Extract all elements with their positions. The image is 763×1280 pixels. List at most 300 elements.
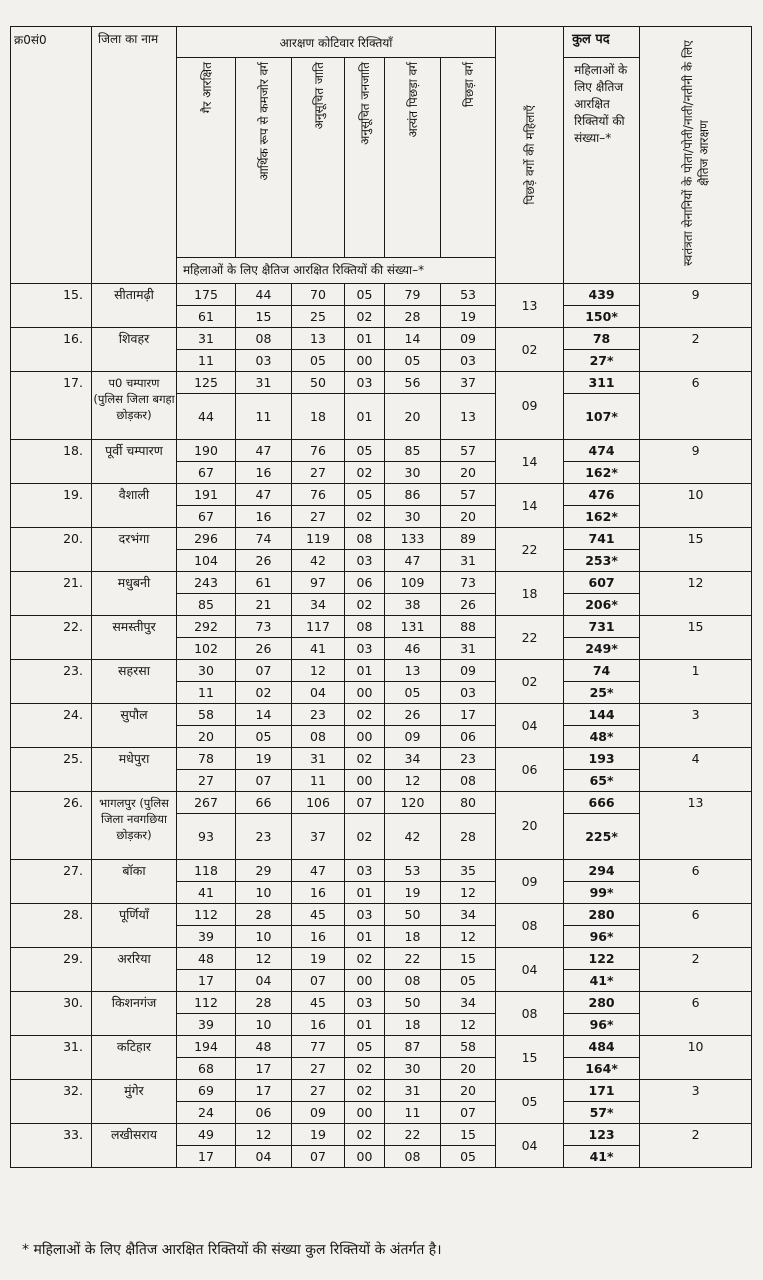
backward-women-cell: 04 bbox=[496, 948, 564, 992]
backward-women-cell: 14 bbox=[496, 484, 564, 528]
total-cell: 484 bbox=[564, 1036, 640, 1058]
cell-st: 03 bbox=[345, 992, 385, 1014]
backward-women-cell: 09 bbox=[496, 860, 564, 904]
cell-ews: 12 bbox=[236, 948, 292, 970]
cell-general: 292 bbox=[177, 616, 236, 638]
backward-women-cell: 09 bbox=[496, 372, 564, 440]
cell-general: 69 bbox=[177, 1080, 236, 1102]
cell-women-ebc: 18 bbox=[385, 926, 441, 948]
cell-women-general: 24 bbox=[177, 1102, 236, 1124]
cell-women-ebc: 30 bbox=[385, 506, 441, 528]
cell-women-sc: 18 bbox=[292, 394, 345, 440]
cell-bc: 15 bbox=[441, 1124, 496, 1146]
cell-women-bc: 31 bbox=[441, 638, 496, 660]
backward-women-cell: 08 bbox=[496, 992, 564, 1036]
cell-ebc: 14 bbox=[385, 328, 441, 350]
table-row bbox=[11, 704, 752, 726]
cell-women-sc: 16 bbox=[292, 882, 345, 904]
total-cell: 474 bbox=[564, 440, 640, 462]
cell-women-bc: 26 bbox=[441, 594, 496, 616]
cell-women-st: 02 bbox=[345, 594, 385, 616]
cell-women-bc: 28 bbox=[441, 814, 496, 860]
cell-women-general: 67 bbox=[177, 462, 236, 484]
backward-women-cell: 18 bbox=[496, 572, 564, 616]
cell-sc: 97 bbox=[292, 572, 345, 594]
cell-ews: 29 bbox=[236, 860, 292, 882]
header-district: जिला का नाम bbox=[92, 27, 177, 284]
header-category-group: आरक्षण कोटिवार रिक्तियाँ bbox=[177, 27, 496, 58]
cell-sc: 19 bbox=[292, 948, 345, 970]
freedom-fighter-cell: 9 bbox=[640, 284, 752, 328]
cell-st: 02 bbox=[345, 1080, 385, 1102]
cell-st: 08 bbox=[345, 528, 385, 550]
total-cell: 193 bbox=[564, 748, 640, 770]
cell-st: 03 bbox=[345, 904, 385, 926]
cell-ebc: 131 bbox=[385, 616, 441, 638]
serial-cell: 31. bbox=[11, 1036, 92, 1080]
serial-cell: 21. bbox=[11, 572, 92, 616]
cell-women-general: 17 bbox=[177, 970, 236, 992]
cell-women-bc: 03 bbox=[441, 350, 496, 372]
cell-ebc: 87 bbox=[385, 1036, 441, 1058]
cell-women-general: 61 bbox=[177, 306, 236, 328]
total-cell: 280 bbox=[564, 992, 640, 1014]
serial-cell: 28. bbox=[11, 904, 92, 948]
cell-general: 194 bbox=[177, 1036, 236, 1058]
cell-bc: 20 bbox=[441, 1080, 496, 1102]
cell-bc: 89 bbox=[441, 528, 496, 550]
cell-bc: 53 bbox=[441, 284, 496, 306]
cell-women-general: 17 bbox=[177, 1146, 236, 1168]
freedom-fighter-cell: 2 bbox=[640, 948, 752, 992]
table-row bbox=[11, 1124, 752, 1146]
freedom-fighter-cell: 4 bbox=[640, 748, 752, 792]
cell-women-ews: 23 bbox=[236, 814, 292, 860]
total-women-cell: 162* bbox=[564, 506, 640, 528]
cell-sc: 77 bbox=[292, 1036, 345, 1058]
cell-women-ews: 11 bbox=[236, 394, 292, 440]
cell-women-ews: 02 bbox=[236, 682, 292, 704]
cell-ews: 61 bbox=[236, 572, 292, 594]
cell-women-ews: 10 bbox=[236, 1014, 292, 1036]
cell-women-general: 20 bbox=[177, 726, 236, 748]
cell-women-ews: 26 bbox=[236, 638, 292, 660]
cell-women-st: 01 bbox=[345, 926, 385, 948]
header-women-note: महिलाओं के लिए क्षैतिज आरक्षित रिक्तियों की संख्या–* bbox=[177, 258, 496, 284]
cell-women-sc: 37 bbox=[292, 814, 345, 860]
total-women-cell: 96* bbox=[564, 1014, 640, 1036]
cell-women-sc: 27 bbox=[292, 462, 345, 484]
total-cell: 666 bbox=[564, 792, 640, 814]
cell-women-ebc: 18 bbox=[385, 1014, 441, 1036]
cell-women-bc: 12 bbox=[441, 882, 496, 904]
table-row bbox=[11, 484, 752, 506]
serial-cell: 20. bbox=[11, 528, 92, 572]
total-women-cell: 150* bbox=[564, 306, 640, 328]
total-women-cell: 41* bbox=[564, 970, 640, 992]
cell-sc: 76 bbox=[292, 440, 345, 462]
cell-women-ews: 07 bbox=[236, 770, 292, 792]
freedom-fighter-cell: 10 bbox=[640, 1036, 752, 1080]
serial-cell: 16. bbox=[11, 328, 92, 372]
cell-women-general: 27 bbox=[177, 770, 236, 792]
cell-bc: 37 bbox=[441, 372, 496, 394]
table-row bbox=[11, 284, 752, 306]
freedom-fighter-cell: 6 bbox=[640, 904, 752, 948]
table-row bbox=[11, 660, 752, 682]
table-row bbox=[11, 748, 752, 770]
cell-st: 02 bbox=[345, 704, 385, 726]
cell-women-general: 11 bbox=[177, 350, 236, 372]
cell-ews: 47 bbox=[236, 440, 292, 462]
cell-st: 05 bbox=[345, 284, 385, 306]
cell-women-bc: 19 bbox=[441, 306, 496, 328]
total-cell: 607 bbox=[564, 572, 640, 594]
total-women-cell: 206* bbox=[564, 594, 640, 616]
cell-women-ews: 17 bbox=[236, 1058, 292, 1080]
cell-women-bc: 20 bbox=[441, 506, 496, 528]
serial-cell: 32. bbox=[11, 1080, 92, 1124]
cell-ebc: 109 bbox=[385, 572, 441, 594]
cell-sc: 27 bbox=[292, 1080, 345, 1102]
district-cell: बॉका bbox=[92, 860, 177, 904]
cell-ebc: 56 bbox=[385, 372, 441, 394]
district-cell: कटिहार bbox=[92, 1036, 177, 1080]
freedom-fighter-cell: 3 bbox=[640, 1080, 752, 1124]
cell-women-st: 00 bbox=[345, 1146, 385, 1168]
serial-cell: 24. bbox=[11, 704, 92, 748]
cell-ews: 17 bbox=[236, 1080, 292, 1102]
cell-women-general: 68 bbox=[177, 1058, 236, 1080]
cell-women-st: 01 bbox=[345, 882, 385, 904]
cell-ebc: 50 bbox=[385, 904, 441, 926]
cell-women-sc: 27 bbox=[292, 506, 345, 528]
cell-ews: 73 bbox=[236, 616, 292, 638]
cell-sc: 70 bbox=[292, 284, 345, 306]
cell-women-ebc: 08 bbox=[385, 970, 441, 992]
table-row bbox=[11, 992, 752, 1014]
total-women-cell: 99* bbox=[564, 882, 640, 904]
total-cell: 78 bbox=[564, 328, 640, 350]
total-women-cell: 25* bbox=[564, 682, 640, 704]
cell-ebc: 120 bbox=[385, 792, 441, 814]
cell-women-general: 104 bbox=[177, 550, 236, 572]
cell-women-ews: 10 bbox=[236, 882, 292, 904]
backward-women-cell: 22 bbox=[496, 616, 564, 660]
cell-women-sc: 16 bbox=[292, 926, 345, 948]
cell-women-sc: 09 bbox=[292, 1102, 345, 1124]
cell-women-sc: 41 bbox=[292, 638, 345, 660]
cell-ews: 28 bbox=[236, 992, 292, 1014]
cell-women-st: 00 bbox=[345, 350, 385, 372]
cell-women-bc: 20 bbox=[441, 462, 496, 484]
cell-women-st: 02 bbox=[345, 306, 385, 328]
total-cell: 280 bbox=[564, 904, 640, 926]
total-cell: 123 bbox=[564, 1124, 640, 1146]
cell-bc: 17 bbox=[441, 704, 496, 726]
total-women-cell: 65* bbox=[564, 770, 640, 792]
cell-women-bc: 07 bbox=[441, 1102, 496, 1124]
cell-women-general: 39 bbox=[177, 926, 236, 948]
cell-ebc: 85 bbox=[385, 440, 441, 462]
table-row bbox=[11, 372, 752, 394]
cell-ews: 08 bbox=[236, 328, 292, 350]
district-cell: मधुबनी bbox=[92, 572, 177, 616]
freedom-fighter-cell: 2 bbox=[640, 1124, 752, 1168]
cell-bc: 58 bbox=[441, 1036, 496, 1058]
cell-ebc: 13 bbox=[385, 660, 441, 682]
cell-bc: 15 bbox=[441, 948, 496, 970]
cell-women-ebc: 30 bbox=[385, 1058, 441, 1080]
freedom-fighter-cell: 12 bbox=[640, 572, 752, 616]
cell-general: 118 bbox=[177, 860, 236, 882]
district-cell: सुपौल bbox=[92, 704, 177, 748]
table-row bbox=[11, 948, 752, 970]
freedom-fighter-cell: 1 bbox=[640, 660, 752, 704]
cell-ews: 44 bbox=[236, 284, 292, 306]
cell-bc: 57 bbox=[441, 440, 496, 462]
cell-women-ews: 03 bbox=[236, 350, 292, 372]
cell-sc: 13 bbox=[292, 328, 345, 350]
cell-ebc: 34 bbox=[385, 748, 441, 770]
table-row bbox=[11, 1080, 752, 1102]
freedom-fighter-cell: 15 bbox=[640, 528, 752, 572]
cell-ews: 07 bbox=[236, 660, 292, 682]
cell-general: 296 bbox=[177, 528, 236, 550]
cell-general: 112 bbox=[177, 992, 236, 1014]
cell-ews: 19 bbox=[236, 748, 292, 770]
header-total: कुल पद bbox=[564, 27, 640, 58]
district-cell: वैशाली bbox=[92, 484, 177, 528]
freedom-fighter-cell: 10 bbox=[640, 484, 752, 528]
cell-st: 07 bbox=[345, 792, 385, 814]
cell-women-st: 02 bbox=[345, 1058, 385, 1080]
cell-women-bc: 08 bbox=[441, 770, 496, 792]
cell-women-general: 93 bbox=[177, 814, 236, 860]
cell-general: 49 bbox=[177, 1124, 236, 1146]
total-women-cell: 225* bbox=[564, 814, 640, 860]
total-women-cell: 164* bbox=[564, 1058, 640, 1080]
cell-women-bc: 12 bbox=[441, 926, 496, 948]
cell-women-general: 11 bbox=[177, 682, 236, 704]
cell-st: 05 bbox=[345, 484, 385, 506]
cell-general: 112 bbox=[177, 904, 236, 926]
district-cell: पूर्वी चम्पारण bbox=[92, 440, 177, 484]
district-cell: लखीसराय bbox=[92, 1124, 177, 1168]
table-row bbox=[11, 440, 752, 462]
cell-sc: 19 bbox=[292, 1124, 345, 1146]
cell-women-st: 00 bbox=[345, 726, 385, 748]
cell-st: 01 bbox=[345, 328, 385, 350]
backward-women-cell: 14 bbox=[496, 440, 564, 484]
cell-general: 175 bbox=[177, 284, 236, 306]
freedom-fighter-cell: 6 bbox=[640, 372, 752, 440]
cell-st: 01 bbox=[345, 660, 385, 682]
cell-women-general: 39 bbox=[177, 1014, 236, 1036]
district-cell: शिवहर bbox=[92, 328, 177, 372]
cell-women-ews: 06 bbox=[236, 1102, 292, 1124]
cell-women-bc: 31 bbox=[441, 550, 496, 572]
cell-general: 267 bbox=[177, 792, 236, 814]
cell-women-ebc: 20 bbox=[385, 394, 441, 440]
cell-ebc: 22 bbox=[385, 1124, 441, 1146]
cell-women-sc: 07 bbox=[292, 1146, 345, 1168]
cell-sc: 23 bbox=[292, 704, 345, 726]
cell-ews: 66 bbox=[236, 792, 292, 814]
cell-women-ebc: 42 bbox=[385, 814, 441, 860]
cell-st: 02 bbox=[345, 748, 385, 770]
total-cell: 144 bbox=[564, 704, 640, 726]
cell-women-ebc: 05 bbox=[385, 682, 441, 704]
cell-ebc: 26 bbox=[385, 704, 441, 726]
total-cell: 439 bbox=[564, 284, 640, 306]
freedom-fighter-cell: 13 bbox=[640, 792, 752, 860]
cell-women-ews: 04 bbox=[236, 970, 292, 992]
table-row bbox=[11, 528, 752, 550]
cell-women-sc: 05 bbox=[292, 350, 345, 372]
cell-women-ebc: 38 bbox=[385, 594, 441, 616]
backward-women-cell: 08 bbox=[496, 904, 564, 948]
cell-ews: 28 bbox=[236, 904, 292, 926]
total-women-cell: 27* bbox=[564, 350, 640, 372]
total-cell: 294 bbox=[564, 860, 640, 882]
cell-general: 78 bbox=[177, 748, 236, 770]
cell-ews: 12 bbox=[236, 1124, 292, 1146]
total-women-cell: 107* bbox=[564, 394, 640, 440]
cell-women-ews: 16 bbox=[236, 506, 292, 528]
freedom-fighter-cell: 6 bbox=[640, 992, 752, 1036]
table-row bbox=[11, 328, 752, 350]
cell-st: 05 bbox=[345, 1036, 385, 1058]
cell-women-bc: 05 bbox=[441, 1146, 496, 1168]
serial-cell: 17. bbox=[11, 372, 92, 440]
serial-cell: 33. bbox=[11, 1124, 92, 1168]
cell-st: 02 bbox=[345, 1124, 385, 1146]
cell-general: 30 bbox=[177, 660, 236, 682]
cell-bc: 80 bbox=[441, 792, 496, 814]
cell-women-sc: 42 bbox=[292, 550, 345, 572]
cell-bc: 09 bbox=[441, 660, 496, 682]
backward-women-cell: 22 bbox=[496, 528, 564, 572]
cell-sc: 119 bbox=[292, 528, 345, 550]
backward-women-cell: 13 bbox=[496, 284, 564, 328]
cell-women-ews: 04 bbox=[236, 1146, 292, 1168]
cell-ews: 74 bbox=[236, 528, 292, 550]
cell-women-sc: 27 bbox=[292, 1058, 345, 1080]
cell-women-bc: 20 bbox=[441, 1058, 496, 1080]
serial-cell: 30. bbox=[11, 992, 92, 1036]
cell-bc: 23 bbox=[441, 748, 496, 770]
cell-st: 03 bbox=[345, 372, 385, 394]
district-cell: मधेपुरा bbox=[92, 748, 177, 792]
serial-cell: 19. bbox=[11, 484, 92, 528]
cell-ebc: 50 bbox=[385, 992, 441, 1014]
cell-ebc: 79 bbox=[385, 284, 441, 306]
district-cell: अररिया bbox=[92, 948, 177, 992]
total-women-cell: 57* bbox=[564, 1102, 640, 1124]
cell-women-general: 41 bbox=[177, 882, 236, 904]
cell-bc: 34 bbox=[441, 992, 496, 1014]
cell-ebc: 22 bbox=[385, 948, 441, 970]
backward-women-cell: 02 bbox=[496, 328, 564, 372]
serial-cell: 18. bbox=[11, 440, 92, 484]
backward-women-cell: 02 bbox=[496, 660, 564, 704]
serial-cell: 29. bbox=[11, 948, 92, 992]
total-cell: 74 bbox=[564, 660, 640, 682]
district-cell: प0 चम्पारण (पुलिस जिला बगहा छोड़कर) bbox=[92, 372, 177, 440]
cell-general: 125 bbox=[177, 372, 236, 394]
cell-women-ews: 10 bbox=[236, 926, 292, 948]
backward-women-cell: 20 bbox=[496, 792, 564, 860]
cell-women-sc: 08 bbox=[292, 726, 345, 748]
cell-general: 48 bbox=[177, 948, 236, 970]
header-cat-st: अनुसूचित जनजाति bbox=[345, 58, 385, 258]
total-cell: 731 bbox=[564, 616, 640, 638]
cell-women-ebc: 12 bbox=[385, 770, 441, 792]
cell-women-bc: 12 bbox=[441, 1014, 496, 1036]
cell-women-ebc: 28 bbox=[385, 306, 441, 328]
footnote: * महिलाओं के लिए क्षैतिज आरक्षित रिक्तियों की संख्या कुल रिक्तियों के अंतर्गत है। bbox=[22, 1242, 442, 1258]
cell-women-general: 44 bbox=[177, 394, 236, 440]
cell-women-sc: 04 bbox=[292, 682, 345, 704]
cell-women-ebc: 08 bbox=[385, 1146, 441, 1168]
cell-general: 31 bbox=[177, 328, 236, 350]
serial-cell: 25. bbox=[11, 748, 92, 792]
table-row bbox=[11, 1036, 752, 1058]
cell-women-bc: 13 bbox=[441, 394, 496, 440]
cell-ews: 14 bbox=[236, 704, 292, 726]
header-cat-general: गैर आरक्षित bbox=[177, 58, 236, 258]
total-women-cell: 48* bbox=[564, 726, 640, 748]
cell-general: 190 bbox=[177, 440, 236, 462]
table-row bbox=[11, 572, 752, 594]
total-women-cell: 249* bbox=[564, 638, 640, 660]
cell-women-sc: 34 bbox=[292, 594, 345, 616]
cell-women-st: 00 bbox=[345, 682, 385, 704]
freedom-fighter-cell: 9 bbox=[640, 440, 752, 484]
cell-sc: 117 bbox=[292, 616, 345, 638]
freedom-fighter-cell: 6 bbox=[640, 860, 752, 904]
serial-cell: 23. bbox=[11, 660, 92, 704]
cell-women-ews: 26 bbox=[236, 550, 292, 572]
serial-cell: 26. bbox=[11, 792, 92, 860]
cell-women-st: 01 bbox=[345, 1014, 385, 1036]
cell-general: 243 bbox=[177, 572, 236, 594]
cell-sc: 47 bbox=[292, 860, 345, 882]
cell-women-st: 03 bbox=[345, 638, 385, 660]
header-total-women: महिलाओं के लिए क्षैतिज आरक्षित रिक्तियों की संख्या–* bbox=[564, 58, 640, 284]
header-serial: क्र0सं0 bbox=[11, 27, 92, 284]
cell-women-general: 85 bbox=[177, 594, 236, 616]
cell-women-st: 01 bbox=[345, 394, 385, 440]
cell-ebc: 31 bbox=[385, 1080, 441, 1102]
serial-cell: 27. bbox=[11, 860, 92, 904]
cell-bc: 73 bbox=[441, 572, 496, 594]
cell-general: 58 bbox=[177, 704, 236, 726]
cell-sc: 31 bbox=[292, 748, 345, 770]
cell-sc: 45 bbox=[292, 904, 345, 926]
cell-women-ebc: 30 bbox=[385, 462, 441, 484]
header-freedom-fighter: स्वतंत्रता सेनानियों के पोता/पोती/नाती/नतीनी के लिए क्षैतिज आरक्षण bbox=[640, 27, 752, 284]
cell-sc: 76 bbox=[292, 484, 345, 506]
cell-bc: 88 bbox=[441, 616, 496, 638]
cell-women-st: 00 bbox=[345, 970, 385, 992]
header-cat-sc: अनुसूचित जाति bbox=[292, 58, 345, 258]
total-cell: 122 bbox=[564, 948, 640, 970]
cell-women-ebc: 46 bbox=[385, 638, 441, 660]
table-row bbox=[11, 792, 752, 814]
cell-ews: 48 bbox=[236, 1036, 292, 1058]
